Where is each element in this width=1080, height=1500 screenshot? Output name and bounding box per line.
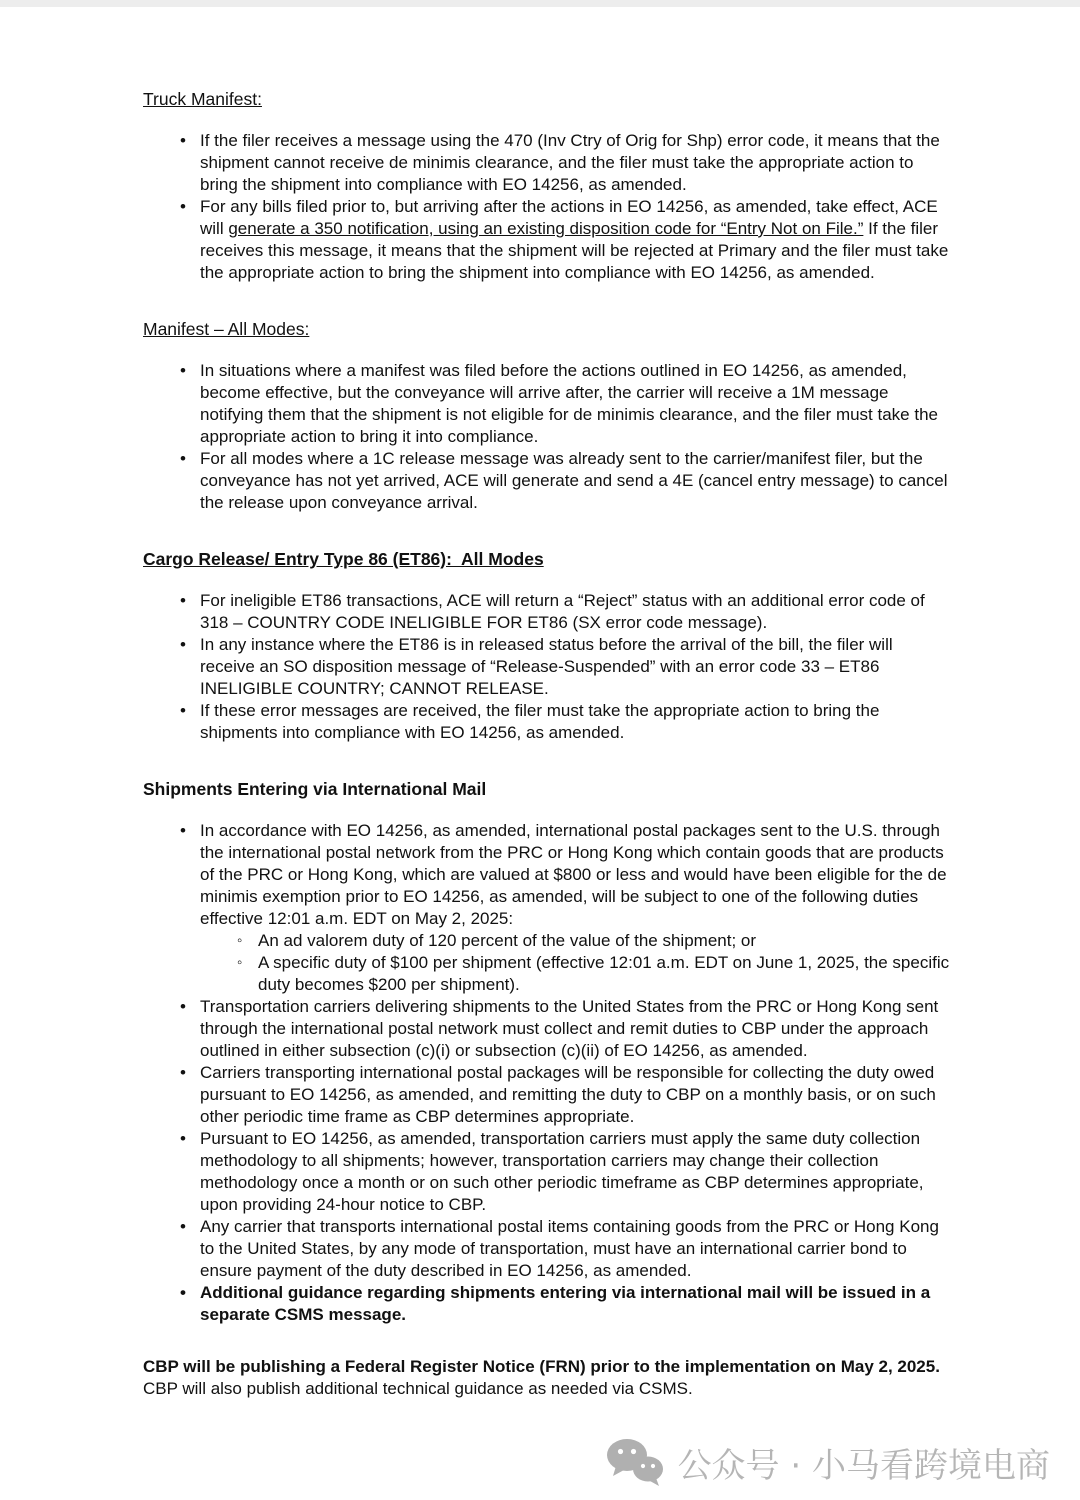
bullet-list [143,360,952,514]
bullet-item [143,196,952,284]
bullet-list [143,130,952,284]
bullet-icon [180,360,200,448]
bullet-text: In situations where a manifest was filed before the actions outlined in EO 14256, as amended, become effective, but the conveyance will arrive after, the carrier will receive a 1M message notifying them that the shipment is not eligible for de minimis clearance, and the filer must take the appropriate action to bring it into compliance. [200,361,938,446]
bullet-text: Carriers transporting international postal packages will be responsible for collecting the duty owed pursuant to EO 14256, as amended, and remitting the duty to CBP on a monthly basis, or on such other periodic time frame as CBP determines appropriate. [200,1063,936,1126]
bullet-icon [180,448,200,514]
bullet-icon [180,996,200,1062]
bullet-icon [180,1282,200,1326]
bullet-icon [180,1128,200,1216]
bullet-icon [180,700,200,744]
bullet-text-post: If the filer receives this message, it means that the shipment will be rejected at Primary and the filer must take the appropriate action to bring the shipment into compliance with EO 14256, as amended. [200,219,949,282]
section-truck-manifest [143,88,952,284]
footer-paragraph [143,1356,952,1400]
section-cargo-release-et86 [143,548,952,744]
bullet-text [200,196,952,284]
bullet-item [143,1128,952,1216]
sub-bullet-text: A specific duty of $100 per shipment (effective 12:01 a.m. EDT on June 1, 2025, the specific duty becomes $200 per shipment). [258,953,950,994]
section-heading-manifest-all-modes: Manifest – All Modes: [143,319,310,339]
bullet-item-bold-notice [143,1282,952,1326]
section-manifest-all-modes [143,318,952,514]
bullet-item [143,448,952,514]
bullet-icon [180,820,200,996]
sub-bullet-item [200,930,952,952]
bullet-text: In any instance where the ET86 is in released status before the arrival of the bill, the filer will receive an SO disposition message of “Release-Suspended” with an error code 33 – ET86 INELIGIBLE COUNTRY; CANNOT RELEASE. [200,635,893,698]
bullet-item [143,700,952,744]
footer-regular-text: CBP will also publish additional technical guidance as needed via CSMS. [143,1357,950,1398]
bullet-text: Any carrier that transports international postal items containing goods from the PRC or Hong Kong to the United States, by any mode of transportation, must have an international carrier bond to ensure payment of the duty described in EO 14256, as amended. [200,1217,939,1280]
bullet-icon [180,196,200,284]
bullet-item [143,360,952,448]
bullet-text: Pursuant to EO 14256, as amended, transportation carriers must apply the same duty collection methodology to all shipments; however, transportation carriers may change their collection methodology once a month or on such other periodic timeframe as CBP determines appropriate, upon providing 24-hour notice to CBP. [200,1129,924,1214]
bullet-text [200,820,952,996]
watermark-text: 公众号 · 小马看跨境电商 [677,1446,1050,1486]
bullet-item [143,820,952,996]
bullet-text: For all modes where a 1C release message was already sent to the carrier/manifest filer, but the conveyance has not yet arrived, ACE will generate and send a 4E (cancel entry message) to cancel the release upon conveyance arrival. [200,449,948,512]
bullet-item [143,1062,952,1128]
bullet-icon [180,130,200,196]
bullet-item [143,996,952,1062]
bullet-text-underlined: generate a 350 notification, using an existing disposition code for “Entry Not on File.” [228,219,864,238]
bullet-item [143,634,952,700]
sub-bullet-icon [237,930,258,952]
footer-bold-text: CBP will be publishing a Federal Register Notice (FRN) prior to the implementation on May 2, 2025. [143,1357,940,1376]
bullet-list [143,590,952,744]
page-top-edge [0,0,1080,7]
bullet-text: Transportation carriers delivering shipments to the United States from the PRC or Hong Kong sent through the international postal network must collect and remit duties to CBP under the approach outlined in either subsection (c)(i) or subsection (c)(ii) of EO 14256, as amended. [200,997,939,1060]
sub-bullet-item [200,952,952,996]
bullet-item [143,590,952,634]
wechat-icon [606,1438,664,1494]
bullet-icon [180,1216,200,1282]
bullet-text: For ineligible ET86 transactions, ACE will return a “Reject” status with an additional error code of 318 – COUNTRY CODE INELIGIBLE FOR ET86 (SX error code message). [200,591,925,632]
section-heading-truck-manifest: Truck Manifest: [143,89,262,109]
bullet-item [143,1216,952,1282]
sub-bullet-list [200,930,952,996]
bullet-icon [180,1062,200,1128]
bullet-item [143,130,952,196]
sub-bullet-text: An ad valorem duty of 120 percent of the value of the shipment; or [258,931,757,950]
bullet-icon [180,590,200,634]
watermark [606,1438,1050,1494]
bullet-text: Additional guidance regarding shipments entering via international mail will be issued in a separate CSMS message. [200,1283,931,1324]
bullet-text-pre: For any bills filed prior to, but arriving after the actions in EO 14256, as amended, take effect, ACE will [200,197,938,238]
bullet-text: If the filer receives a message using the 470 (Inv Ctry of Orig for Shp) error code, it means that the shipment cannot receive de minimis clearance, and the filer must take the appropriate action to bring the shipment into compliance with EO 14256, as amended. [200,131,940,194]
bullet-list [143,820,952,1326]
bullet-text: If these error messages are received, the filer must take the appropriate action to bring the shipments into compliance with EO 14256, as amended. [200,701,880,742]
section-heading-international-mail: Shipments Entering via International Mail [143,779,487,799]
bullet-text-main: In accordance with EO 14256, as amended, international postal packages sent to the U.S. through the international postal network from the PRC or Hong Kong which contain goods that are products of the PRC or Hong Kong, which are valued at $800 or less and would have been eligible for the de minimis exemption prior to EO 14256, as amended, will be subject to one of the following duties effective 12:01 a.m. EDT on May 2, 2025: [200,821,947,928]
sub-bullet-icon [237,952,258,996]
section-international-mail [143,778,952,1326]
section-heading-cargo-release-et86: Cargo Release/ Entry Type 86 (ET86): All Modes [143,549,544,569]
bullet-icon [180,634,200,700]
